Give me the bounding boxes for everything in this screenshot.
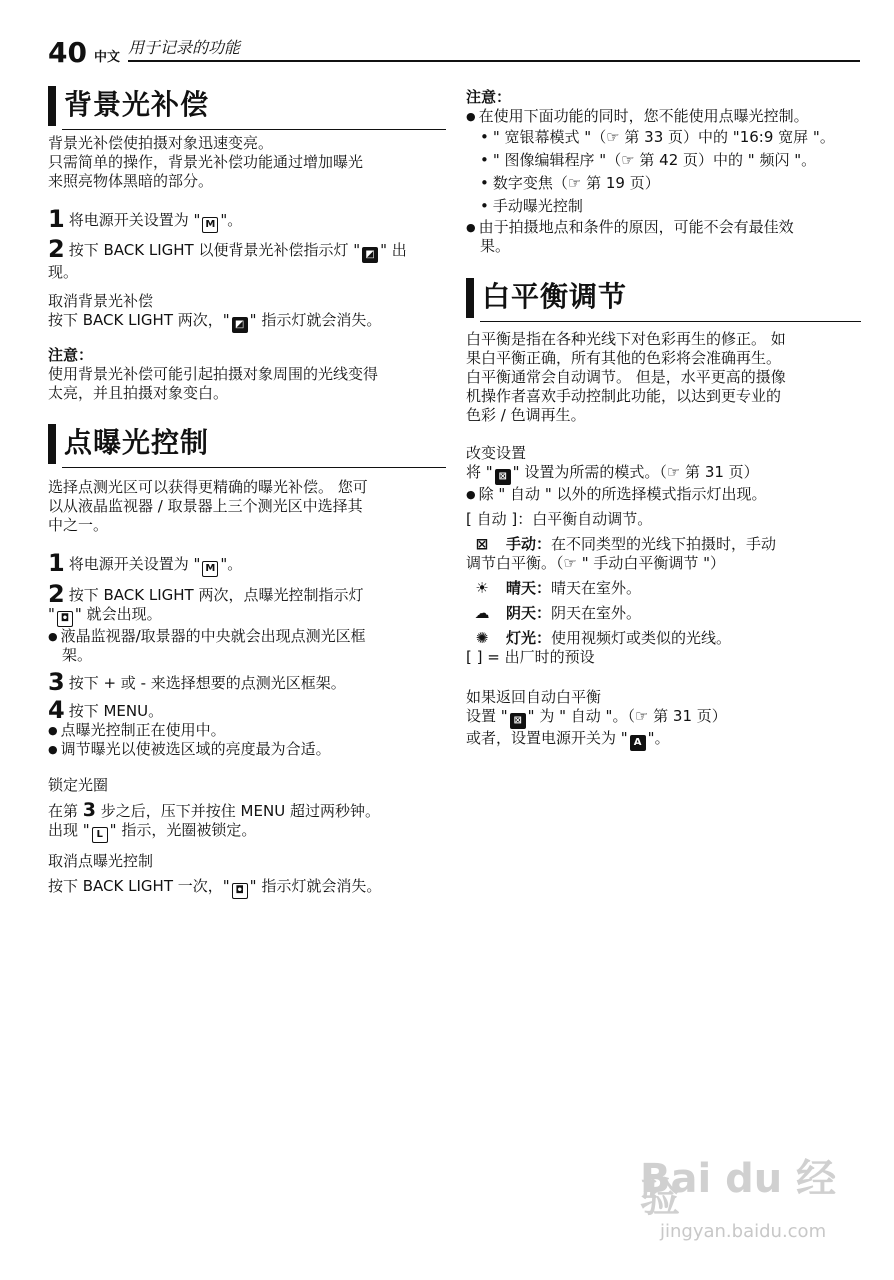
step-text-end: "。	[220, 211, 243, 229]
note-line-1: 使用背景光补偿可能引起拍摄对象周围的光线变得	[48, 365, 379, 383]
change-text: 将 "	[466, 463, 493, 481]
backlight-cancel	[48, 292, 381, 333]
watermark-url: jingyan.baidu.com	[660, 1221, 827, 1242]
heading-underline	[480, 321, 861, 322]
backlight-heading	[48, 84, 446, 128]
step-text-cont-end: " 就会出现。	[74, 605, 162, 623]
spot-bullet-3: ● 调节曝光以使被选区域的亮度最为合适。	[48, 740, 366, 759]
wb-return	[466, 688, 727, 751]
backlight-note	[48, 346, 378, 403]
default-line: [ ] = 出厂时的预设	[466, 648, 595, 666]
spot-indicator-icon: ◘	[57, 611, 73, 627]
cancel-text-end: " 指示灯就会消失。	[249, 311, 382, 329]
watermark-brand: Bai du 经验	[640, 1156, 837, 1221]
notes-sub-4: • 手动曝光控制	[466, 197, 835, 216]
spot-intro-3: 中之一。	[48, 516, 109, 534]
step-text: 将电源开关设置为 "	[68, 555, 201, 573]
spot-cancel	[48, 852, 381, 899]
wb-change	[466, 444, 776, 667]
return-line-2: 或者，设置电源开关为 "	[466, 729, 628, 747]
lock-text: 在第	[48, 802, 83, 820]
step-number: 1	[48, 205, 65, 233]
lamp-label: 灯光：	[506, 629, 552, 647]
watermark	[640, 1150, 870, 1250]
backlight-intro-1: 背景光补偿使拍摄对象迅速变亮。	[48, 134, 274, 152]
step-number: 1	[48, 549, 65, 577]
return-end: "。	[647, 729, 670, 747]
backlight-body	[48, 134, 363, 191]
step-number: 4	[48, 696, 65, 724]
step-number: 2	[48, 580, 65, 608]
notes-bullet-1: ● 在使用下面功能的同时，您不能使用点曝光控制。	[466, 107, 835, 126]
manual-label: 手动：	[506, 535, 552, 553]
spot-bullet-2: ● 点曝光控制正在使用中。	[48, 721, 366, 740]
spot-cancel-title: 取消点曝光控制	[48, 852, 154, 870]
step-text: 按下 BACK LIGHT 以便背景光补偿指示灯 "	[68, 241, 361, 259]
iris-lock-icon: L	[92, 827, 108, 843]
lamp-text: 使用视频灯或类似的光线。	[551, 629, 732, 647]
heading-underline	[62, 467, 446, 468]
backlight-step-1	[48, 205, 243, 233]
manual-wb-icon: ⊠	[475, 535, 489, 553]
sunny-text: 晴天在室外。	[551, 579, 642, 597]
auto-mode-icon: A	[630, 735, 646, 751]
step-text-end: "。	[220, 555, 243, 573]
page-number: 40	[48, 36, 87, 69]
lock-text-2: 步之后，压下并按住 MENU 超过两秒钟。	[96, 802, 380, 820]
white-balance-icon: ⊠	[510, 713, 526, 729]
step-number: 3	[48, 668, 65, 696]
lock-line-2-end: " 指示，光圈被锁定。	[109, 821, 257, 839]
cancel-text: 按下 BACK LIGHT 一次，"	[48, 877, 230, 895]
heading-underline	[62, 129, 446, 130]
cloudy-label: 阴天：	[506, 604, 552, 622]
spot-intro	[48, 478, 368, 535]
heading-bar	[466, 278, 474, 318]
heading-bar	[48, 424, 56, 464]
backlight-step-2	[48, 235, 407, 282]
language-label: 中文	[94, 50, 121, 65]
sunny-icon: ☀	[475, 579, 489, 597]
backlight-indicator-icon: ◩	[232, 317, 248, 333]
wb-title: 白平衡调节	[482, 280, 628, 313]
return-text: 设置 "	[466, 707, 508, 725]
spot-lock	[48, 776, 380, 843]
change-text-end: " 设置为所需的模式。（☞ 第 31 页）	[512, 463, 759, 481]
backlight-intro-3: 来照亮物体黑暗的部分。	[48, 172, 214, 190]
change-bullet: ● 除 " 自动 " 以外的所选择模式指示灯出现。	[466, 485, 776, 504]
wb-intro-3: 白平衡通常会自动调节。 但是，水平更高的摄像	[466, 368, 786, 386]
auto-line: [ 自动 ]：白平衡自动调节。	[466, 510, 653, 528]
wb-intro-4: 机操作者喜欢手动控制此功能，以达到更专业的	[466, 387, 782, 405]
note-line-2: 太亮，并且拍摄对象变白。	[48, 384, 229, 402]
cloudy-text: 阴天在室外。	[551, 604, 642, 622]
manual-cont: 调节白平衡。（☞ " 手动白平衡调节 "）	[466, 554, 726, 572]
step-text: 按下 MENU。	[68, 702, 164, 720]
wb-intro-2: 果白平衡正确，所有其他的色彩将会准确再生。	[466, 349, 782, 367]
step-text: 按下 BACK LIGHT 两次，点曝光控制指示灯	[68, 586, 364, 604]
cloudy-icon: ☁	[474, 604, 490, 622]
step-text-cont: "	[48, 605, 55, 623]
lock-step-number: 3	[82, 799, 97, 821]
notes-title: 注意：	[466, 88, 512, 106]
wb-intro-5: 色彩 / 色调再生。	[466, 406, 586, 424]
spot-indicator-icon: ◘	[232, 883, 248, 899]
spot-intro-1: 选择点测光区可以获得更精确的曝光补偿。 您可	[48, 478, 368, 496]
backlight-title: 背景光补偿	[64, 88, 210, 121]
return-title: 如果返回自动白平衡	[466, 688, 602, 706]
lamp-icon: ✺	[475, 629, 489, 647]
change-title: 改变设置	[466, 444, 527, 462]
heading-bar	[48, 86, 56, 126]
spot-bullet-1: ● 液晶监视器/取景器的中央就会出现点测光区框	[48, 627, 366, 646]
wb-heading	[466, 276, 861, 320]
notes-block	[466, 88, 835, 256]
wb-intro-1: 白平衡是指在各种光线下对色彩再生的修正。 如	[466, 330, 786, 348]
spot-heading	[48, 422, 446, 466]
backlight-intro-2: 只需简单的操作，背景光补偿功能通过增加曝光	[48, 153, 364, 171]
spot-title: 点曝光控制	[64, 426, 210, 459]
notes-bullet-2: ● 由于拍摄地点和条件的原因，可能不会有最佳效	[466, 218, 835, 237]
spot-steps	[48, 549, 366, 759]
notes-sub-3: • 数字变焦（☞ 第 19 页）	[466, 174, 835, 193]
step-text-end: " 出	[380, 241, 407, 259]
spot-bullet-1-cont: 架。	[62, 646, 93, 664]
step-text: 按下 + 或 - 来选择想要的点测光区框架。	[68, 674, 346, 692]
backlight-indicator-icon: ◩	[362, 247, 378, 263]
notes-bullet-2-cont: 果。	[480, 237, 511, 255]
cancel-text: 按下 BACK LIGHT 两次，"	[48, 311, 230, 329]
step-number: 2	[48, 235, 65, 263]
sunny-label: 晴天：	[506, 579, 552, 597]
backlight-cancel-title: 取消背景光补偿	[48, 292, 154, 310]
step-text: 将电源开关设置为 "	[68, 211, 201, 229]
manual-text: 在不同类型的光线下拍摄时，手动	[551, 535, 777, 553]
wb-intro	[466, 330, 786, 425]
header-rule	[128, 60, 860, 62]
return-text-mid: " 为 " 自动 "。（☞ 第 31 页）	[527, 707, 727, 725]
lock-title: 锁定光圈	[48, 776, 109, 794]
manual-mode-icon: M	[202, 217, 218, 233]
spot-intro-2: 以从液晶监视器 / 取景器上三个测光区中选择其	[48, 497, 363, 515]
notes-sub-2: • " 图像编辑程序 "（☞ 第 42 页）中的 " 频闪 "。	[466, 151, 835, 170]
note-title: 注意：	[48, 346, 94, 364]
notes-sub-1: • " 宽银幕模式 "（☞ 第 33 页）中的 "16:9 宽屏 "。	[466, 128, 835, 147]
manual-mode-icon: M	[202, 561, 218, 577]
white-balance-icon: ⊠	[495, 469, 511, 485]
header-title: 用于记录的功能	[128, 38, 241, 57]
cancel-text-end: " 指示灯就会消失。	[249, 877, 382, 895]
step-text-cont: 现。	[48, 263, 79, 281]
page-header	[48, 38, 860, 68]
lock-line-2: 出现 "	[48, 821, 90, 839]
